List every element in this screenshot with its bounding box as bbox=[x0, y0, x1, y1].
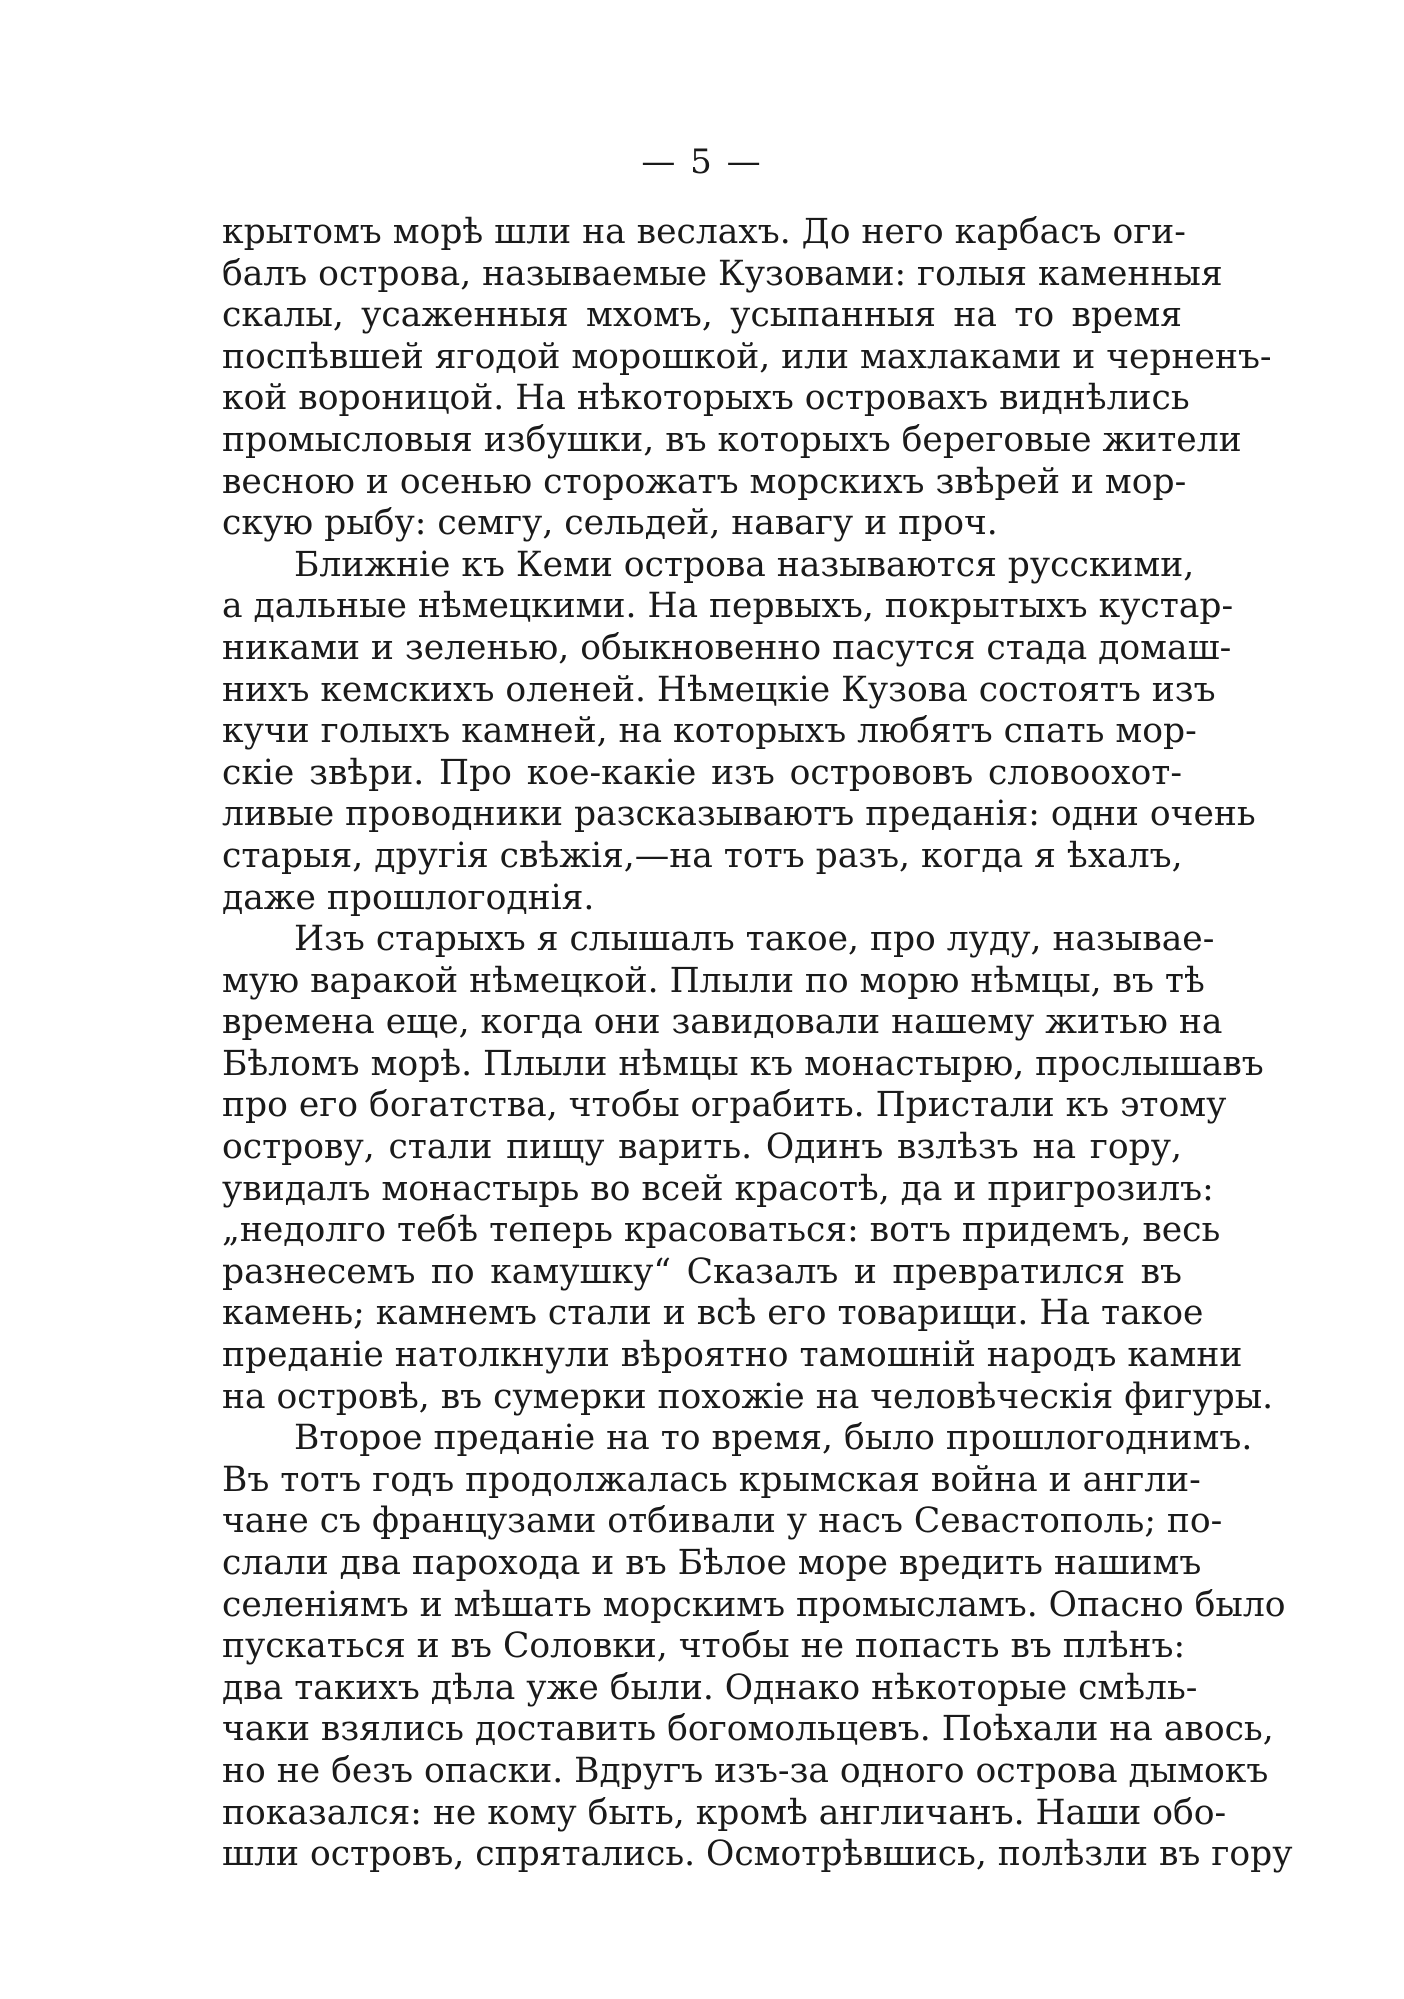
text-line: Бѣломъ морѣ. Плыли нѣмцы къ монастырю, прослышавъ bbox=[222, 1043, 1264, 1084]
text-line: увидалъ монастырь во всей красотѣ, да и пригрозилъ: bbox=[222, 1168, 1214, 1209]
text-line: чаки взялись доставить богомольцевъ. Поѣхали на авось, bbox=[222, 1709, 1274, 1750]
text-line: скалы, усаженныя мхомъ, усыпанныя на то время bbox=[222, 295, 1182, 336]
text-line: пускаться и въ Соловки, чтобы не попасть въ плѣнъ: bbox=[222, 1626, 1186, 1667]
text-line: балъ острова, называемые Кузовами: голыя каменныя bbox=[222, 253, 1223, 294]
text-line: чане съ французами отбивали у насъ Севастополь; по- bbox=[222, 1501, 1223, 1542]
text-line: показался: не кому быть, кромѣ англичанъ. Наши обо- bbox=[222, 1792, 1227, 1833]
text-line: разнесемъ по камушку“ Сказалъ и превратился въ bbox=[222, 1251, 1182, 1292]
text-line: селеніямъ и мѣшать морскимъ промысламъ. Опасно было bbox=[222, 1584, 1286, 1625]
text-line: слали два парохода и въ Бѣлое море вредить нашимъ bbox=[222, 1543, 1202, 1583]
text-line: два такихъ дѣла уже были. Однако нѣкоторые смѣль- bbox=[222, 1667, 1198, 1708]
text-line: времена еще, когда они завидовали нашему житью на bbox=[222, 1002, 1223, 1043]
text-line: Второе преданіе на то время, было прошлогоднимъ. bbox=[294, 1418, 1253, 1459]
paragraph-1 bbox=[222, 212, 1272, 545]
text-line: скіе звѣри. Про кое-какіе изъ острововъ словоохот- bbox=[222, 752, 1182, 793]
text-line: „недолго тебѣ теперь красоваться: вотъ придемъ, весь bbox=[222, 1210, 1221, 1251]
text-line: даже прошлогоднія. bbox=[222, 877, 595, 918]
text-line: Изъ старыхъ я слышалъ такое, про луду, называе- bbox=[294, 919, 1215, 960]
text-line: промысловыя избушки, въ которыхъ береговые жители bbox=[222, 419, 1242, 460]
text-line: никами и зеленью, обыкновенно пасутся стада домаш- bbox=[222, 627, 1232, 668]
text-line: крытомъ морѣ шли на веслахъ. До него карбасъ оги- bbox=[222, 212, 1186, 252]
text-line: Въ тотъ годъ продолжалась крымская война и англи- bbox=[222, 1459, 1201, 1500]
text-line: острову, стали пищу варить. Одинъ взлѣзъ на гору, bbox=[222, 1127, 1182, 1168]
text-line: про его богатства, чтобы ограбить. Пристали къ этому bbox=[222, 1085, 1227, 1126]
paragraph-4 bbox=[222, 1418, 1293, 1876]
text-line: поспѣвшей ягодой морошкой, или махлаками и черненъ- bbox=[222, 336, 1272, 377]
text-line: весною и осенью сторожатъ морскихъ звѣрей и мор- bbox=[222, 461, 1187, 502]
text-line: но не безъ опаски. Вдругъ изъ-за одного острова дымокъ bbox=[222, 1750, 1269, 1791]
text-line: а дальные нѣмецкими. На первыхъ, покрытыхъ кустар- bbox=[222, 586, 1234, 627]
paragraph-2 bbox=[222, 544, 1256, 919]
text-line: ливые проводники разсказываютъ преданія: одни очень bbox=[222, 794, 1256, 835]
text-line: мую варакой нѣмецкой. Плыли по морю нѣмцы, въ тѣ bbox=[222, 960, 1205, 1001]
body-text bbox=[222, 212, 1293, 1876]
text-line: Ближніе къ Кеми острова называются русскими, bbox=[294, 544, 1195, 585]
text-line: шли островъ, спрятались. Осмотрѣвшись, полѣзли въ гору bbox=[222, 1834, 1293, 1875]
text-line: преданіе натолкнули вѣроятно тамошній народъ камни bbox=[222, 1335, 1243, 1376]
text-line: старыя, другія свѣжія,—на тотъ разъ, когда я ѣхалъ, bbox=[222, 835, 1183, 876]
text-line: нихъ кемскихъ оленей. Нѣмецкіе Кузова состоятъ изъ bbox=[222, 669, 1216, 710]
text-line: скую рыбу: семгу, сельдей, навагу и проч. bbox=[222, 503, 998, 544]
text-line: кучи голыхъ камней, на которыхъ любятъ спать мор- bbox=[222, 711, 1197, 752]
text-line: на островѣ, въ сумерки похожіе на человѣческія фигуры. bbox=[222, 1376, 1274, 1417]
paragraph-3 bbox=[222, 919, 1274, 1418]
text-line: камень; камнемъ стали и всѣ его товарищи. На такое bbox=[222, 1293, 1204, 1334]
text-line: кой вороницой. На нѣкоторыхъ островахъ виднѣлись bbox=[222, 378, 1190, 419]
page-number: — 5 — bbox=[641, 142, 763, 182]
